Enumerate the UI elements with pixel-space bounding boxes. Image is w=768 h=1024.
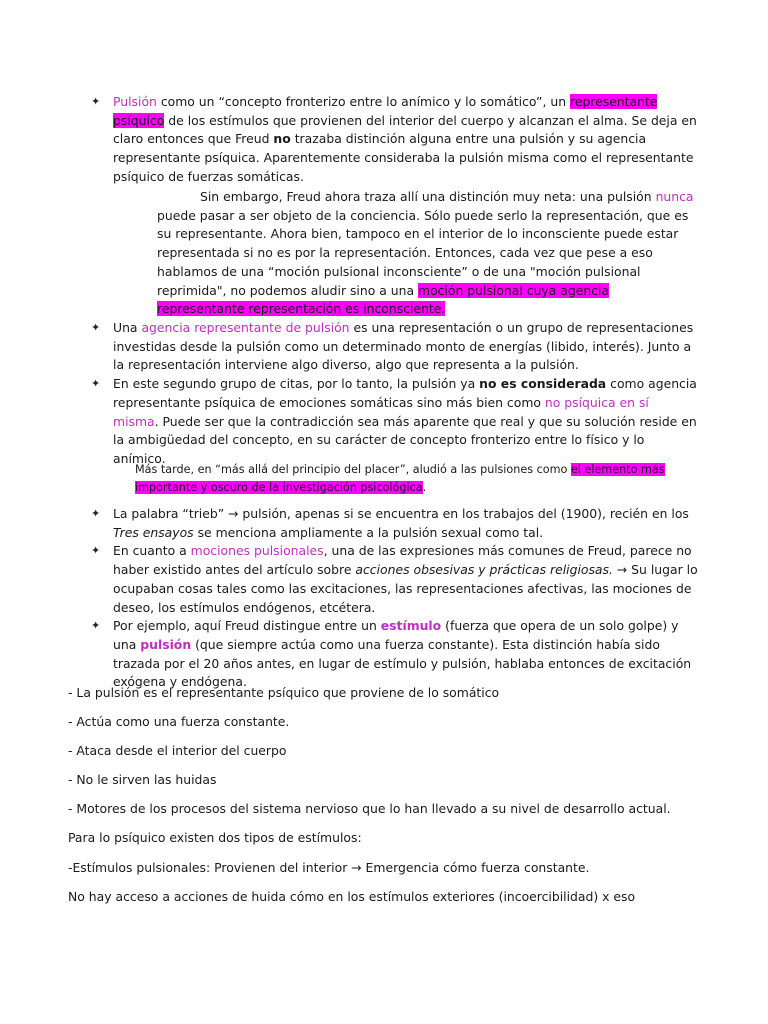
text-run: , una de las expresiones más comunes de Freud, parece no haber existido antes del artículo sobre	[113, 543, 692, 578]
highlighted-text: el elemento más importante y oscuro de la investigación psicológica	[135, 463, 665, 494]
paragraph	[113, 376, 697, 466]
text-run: puede pasar a ser objeto de la conciencia. Sólo puede serlo la representación, que es su representante. Ahora bien, tampoco en el interior de lo inconsciente puede estar representada si no es por la representación. Entonces, cada vez que pese a eso hablamos de una “moción pulsional inconsciente” o de una "moción pulsional reprimida", no podemos aludir sino a una	[157, 207, 689, 298]
text-run: es una representación o un grupo de representaciones investidas desde la pulsión como un determinado monto de energías (libido, interés). Junto a la representación interviene algo diverso, algo que representa a la pulsión.	[113, 320, 694, 373]
text-line: - Ataca desde el interior del cuerpo	[68, 743, 287, 758]
list-item	[113, 617, 698, 692]
emphasis-text: agencia representante de pulsión	[141, 320, 350, 335]
note-text	[135, 461, 695, 496]
text-line: - No le sirven las huidas	[68, 772, 217, 787]
emphasis-text: Tres ensayos	[113, 524, 194, 540]
list-item	[113, 319, 698, 375]
bullet-list-1	[113, 93, 698, 187]
paragraph	[113, 94, 697, 184]
paragraph	[113, 320, 693, 372]
emphasis-text: Pulsión	[113, 94, 157, 109]
text-run: . Puede ser que la contradicción sea más aparente que real y que su solución reside en la ambigüedad del concepto, en su carácter de concepto fronterizo entre lo físico y lo anímico.	[113, 413, 697, 466]
paragraph	[113, 618, 691, 689]
text-run: La palabra “trieb” → pulsión, apenas si se encuentra en los trabajos del (1900), recién en los	[113, 506, 689, 521]
emphasis-text: nunca	[655, 189, 694, 204]
text-run: como agencia representante psíquica de emociones somáticas sino más bien como	[113, 376, 697, 410]
text-run: Más tarde, en “más allá del principio del placer”, aludió a las pulsiones como	[135, 463, 571, 476]
bullet-list-2	[113, 319, 698, 469]
emphasis-text: pulsión	[140, 636, 192, 652]
emphasis-text: no psíquica en sí misma	[113, 394, 649, 429]
emphasis-text: no	[273, 131, 291, 147]
text-run: Por ejemplo, aquí Freud distingue entre un	[113, 618, 381, 634]
text-run: trazaba distinción alguna entre una pulsión y su agencia representante psíquica. Aparentemente consideraba la pulsión misma como el representante psíquico de fuerzas somáticas.	[113, 131, 694, 184]
emphasis-text: acciones obsesivas y prácticas religiosas.	[355, 562, 613, 578]
emphasis-text: estímulo	[380, 618, 442, 634]
text-run: (que siempre actúa como una fuerza constante). Esta distinción había sido trazada por el 20 años antes, en lugar de estímulo y pulsión, hablaba entonces de excitación exógena y endógena.	[113, 636, 692, 690]
text-line: - Motores de los procesos del sistema nervioso que lo han llevado a su nivel de desarrollo actual.	[68, 801, 671, 816]
text-run: (fuerza que opera de un solo golpe) y una	[113, 618, 679, 652]
text-run: se menciona ampliamente a la pulsión sexual como tal.	[193, 524, 544, 540]
list-item	[113, 505, 698, 542]
text-run: Una	[113, 320, 142, 335]
quote-text	[157, 189, 694, 316]
text-line: No hay acceso a acciones de huida cómo en los estímulos exteriores (incoercibilidad) x eso	[68, 889, 636, 904]
list-item	[113, 93, 698, 187]
paragraph	[113, 506, 689, 540]
emphasis-text: no es considerada	[479, 376, 607, 392]
text-run: .	[422, 480, 427, 494]
list-item	[113, 375, 698, 469]
text-line: -Estímulos pulsionales: Provienen del interior → Emergencia cómo fuerza constante.	[68, 860, 590, 875]
text-run: como un “concepto fronterizo entre lo anímico y lo somático”, un	[156, 94, 570, 109]
list-item	[113, 542, 698, 617]
block-quote	[157, 188, 697, 319]
text-run: Sin embargo, Freud ahora traza allí una distinción muy neta: una pulsión	[200, 189, 656, 204]
highlighted-text: moción pulsional cuya agencia representante representación es inconsciente.	[157, 282, 610, 317]
text-line: Para lo psíquico existen dos tipos de estímulos:	[68, 830, 362, 845]
text-line: - Actúa como una fuerza constante.	[68, 714, 290, 729]
text-run: En cuanto a	[113, 543, 191, 559]
paragraph	[113, 543, 698, 614]
text-run: de los estímulos que provienen del interior del cuerpo y alcanzan el alma. Se deja en claro entonces que Freud	[113, 112, 697, 147]
emphasis-text: mociones pulsionales	[190, 543, 324, 559]
bullet-list-3	[113, 505, 698, 692]
text-run: En este segundo grupo de citas, por lo tanto, la pulsión ya	[113, 376, 480, 392]
highlighted-text: representante psíquico	[113, 94, 658, 128]
text-run: → Su lugar lo ocupaban cosas tales como las excitaciones, las representaciones afectivas, las mociones de deseo, los estímulos endógenos, etcétera.	[113, 562, 698, 615]
text-line: - La pulsión es el representante psíquico que proviene de lo somático	[68, 685, 500, 700]
